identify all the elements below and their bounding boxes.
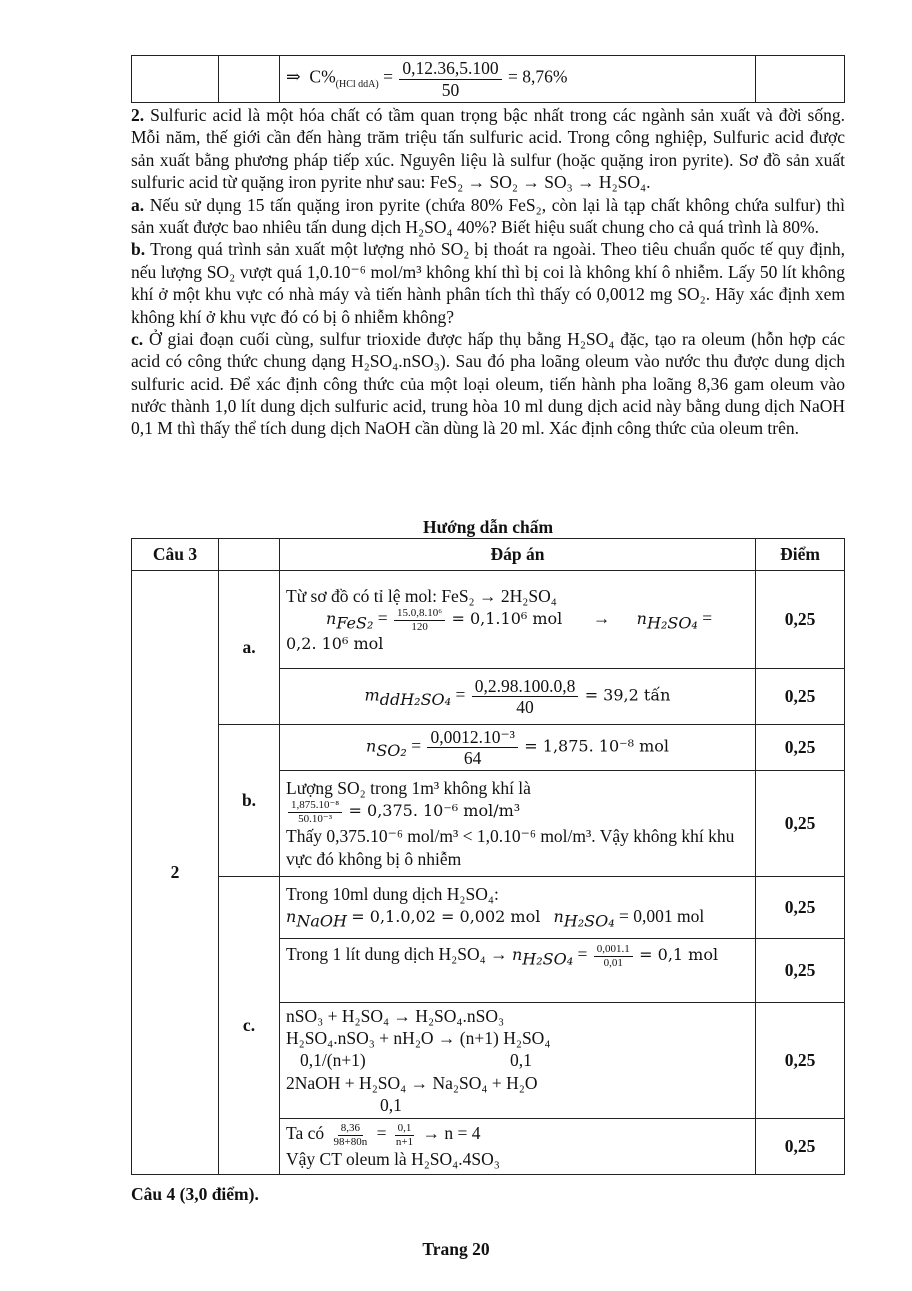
reaction-line: nSO₃ + H₂SO₄ → H₂SO₄.nSO₃: [286, 1005, 505, 1026]
answer-cell: [280, 771, 756, 877]
answer-cell: $n_{SO_2}$ = $\frac{\text{0,0012.10⁻³}}{64}$ = 1,875. 10⁻⁸ mol: [280, 725, 756, 771]
fraction-denominator: 98+80n: [333, 1135, 368, 1148]
previous-answer-table: [131, 55, 845, 103]
result: = 8,76%: [507, 67, 568, 88]
fraction-denominator: 40: [516, 697, 534, 717]
math-var: n: [366, 736, 377, 756]
fraction: [393, 1122, 416, 1148]
table-row: [132, 725, 845, 771]
part-c: [131, 328, 845, 440]
problem-statement: [131, 104, 845, 440]
answer-cell: [280, 1003, 756, 1119]
fraction-numerator: 15.0,8.10⁶: [394, 607, 445, 621]
part-c-text: Ở giai đoạn cuối cùng, sulfur trioxide được hấp thụ bằng H₂SO₄ đặc, tạo ra oleum (hỗn hợp các acid có công thức chung dạng H₂SO₄.nSO₃). Sau đó pha loãng oleum vào nước thu được dung dịch sulfuric acid. Để xác định công thức của một loại oleum, tiến hành pha loãng 8,36 gam oleum vào nước thành 1,0 lít dung dịch sulfuric acid, trung hòa 10 ml dung dịch acid này bằng dung dịch NaOH 0,1 M thì thấy thể tích dung dịch NaOH cần dùng là 20 ml. Xác định công thức của oleum trên.: [131, 328, 845, 439]
math-expression: =: [702, 608, 713, 629]
fraction-numerator: 1,875.10⁻⁸: [288, 799, 342, 813]
reaction-line: H₂SO₄.nSO₃ + nH₂O → (n+1) H₂SO₄: [286, 1027, 551, 1048]
math-expression: = 0,1.10⁶ mol: [451, 609, 563, 629]
fraction: [394, 607, 445, 633]
mole-value: 0,1: [380, 1095, 402, 1116]
fraction-denominator: 64: [463, 748, 482, 768]
fraction: [399, 58, 501, 99]
math-sub: SO₂: [376, 741, 407, 761]
math-sub: H₂SO₄: [563, 911, 615, 931]
next-question-title: Câu 4 (3,0 điểm).: [131, 1184, 259, 1204]
answer-line: [286, 799, 749, 825]
problem-intro-text: Sulfuric acid là một hóa chất có tầm quan trọng bậc nhất trong các ngành sản xuất và đời sống. Mỗi năm, thế giới cần đến hàng trăm triệu tấn sulfuric acid. Trong công nghiệp, Sulfuric acid được sản xuất bằng phương pháp tiếp xúc. Nguyên liệu là sulfur (hoặc quặng iron pyrite). Sơ đồ sản xuất sulfuric acid từ quặng iron pyrite như sau: FeS₂ → SO₂ → SO₃ → H₂SO₄.: [131, 105, 845, 193]
mole-value: 0,1/(n+1): [300, 1050, 366, 1071]
fraction-denominator: 0,01: [603, 956, 623, 969]
empty-cell: [132, 56, 219, 103]
answer-line: Thấy 0,375.10⁻⁶ mol/m³ < 1,0.10⁻⁶ mol/m³. Vậy không khí khu vực đó không bị ô nhiễm: [286, 826, 735, 869]
grading-guide-heading: Hướng dẫn chấm: [422, 517, 554, 537]
answer-text: Ta có: [286, 1123, 325, 1144]
answer-cell: [280, 1119, 756, 1175]
points: 0,25: [756, 1003, 845, 1119]
header-question: Câu 3: [132, 539, 219, 571]
points: 0,25: [756, 725, 845, 771]
fraction: [427, 727, 517, 768]
math-expression: = 0,1.0,02 = 0,002 mol: [351, 907, 541, 927]
math-expression: = 39,2 tấn: [584, 685, 671, 705]
answer-cell: ⇒ $C\%_{(HCl ddA)}$ = $\frac{0,12.36,5.100}{50}$ = 8,76%: [280, 56, 756, 103]
mole-value: 0,1: [510, 1050, 532, 1071]
math-var: n: [636, 609, 647, 629]
part-b: [131, 238, 845, 328]
fraction-numerator: 0,12.36,5.100: [399, 58, 501, 79]
arrow: →: [592, 608, 611, 629]
empty-cell: [756, 56, 845, 103]
reaction-line: 2NaOH + H₂SO₄ → Na₂SO₄ + H₂O: [286, 1072, 538, 1093]
fraction-denominator: 50.10⁻³: [298, 812, 332, 825]
problem-number: 2.: [131, 105, 145, 125]
answer-line: Từ sơ đồ có tỉ lệ mol: FeS₂ → 2H₂SO₄: [286, 585, 557, 606]
header-points: Điểm: [756, 539, 845, 571]
page-number: Trang 20: [422, 1239, 490, 1259]
header-part: [219, 539, 280, 571]
grading-table: [131, 538, 845, 1175]
part-b-text: Trong quá trình sản xuất một lượng nhỏ SO₂ bị thoát ra ngoài. Theo tiêu chuẩn quốc tế quy định, nếu lượng SO₂ vượt quá 1,0.10⁻⁶ mol/m³ không khí thì bị coi là không khí ô nhiễm. Lấy 50 lít không khí ở một khu vực có nhà máy và tiến hành phân tích thì thấy có 0,0012 mg SO₂. Hãy xác định xem không khí ở khu vực đó có bị ô nhiễm không?: [131, 239, 846, 327]
points: 0,25: [756, 877, 845, 939]
points: 0,25: [756, 939, 845, 1003]
answer-line: $n_{FeS_2}$ = $\frac{\text{15.0,8.10⁶}}{120}$ = 0,1.10⁶ mol → $n_{H_2SO_4}$ =: [326, 606, 713, 633]
table-row: [132, 571, 845, 669]
part-c-label: c.: [131, 328, 144, 349]
fraction: [594, 943, 633, 969]
math-sub: FeS₂: [336, 613, 374, 633]
fraction-numerator: 0,0012.10⁻³: [427, 727, 517, 748]
part-b-label: b.: [131, 239, 146, 260]
fraction-numerator: 0,1: [395, 1122, 415, 1136]
fraction: [472, 676, 579, 717]
fraction-denominator: n+1: [395, 1135, 414, 1148]
fraction-numerator: 0,001.1: [594, 943, 633, 957]
math-var: m: [364, 685, 380, 705]
table-row: [132, 56, 845, 103]
part-a-text: Nếu sử dụng 15 tấn quặng iron pyrite (chứa 80% FeS₂, còn lại là tạp chất không chứa sulfur) thì sản xuất được bao nhiêu tấn dung dịch H₂SO₄ 40%? Biết hiệu suất chung cho cả quá trình là 80%.: [131, 194, 845, 237]
answer-text: Trong 1 lít dung dịch H₂SO₄ →: [286, 944, 508, 965]
answer-text: → n = 4: [422, 1123, 481, 1144]
points: 0,25: [756, 571, 845, 669]
math-expression: = 1,875. 10⁻⁸ mol: [524, 736, 669, 756]
math-var: n: [286, 907, 297, 927]
reaction-line: [286, 1049, 749, 1071]
answer-line: Vậy CT oleum là H₂SO₄.4SO₃: [286, 1149, 500, 1170]
question-number: 2: [132, 571, 219, 1175]
fraction: [288, 799, 342, 825]
points: 0,25: [756, 771, 845, 877]
fraction-numerator: 0,2.98.100.0,8: [472, 676, 579, 697]
concentration-label: C%: [309, 67, 336, 88]
fraction: [331, 1122, 371, 1148]
math-sub: ddH₂SO₄: [379, 690, 452, 710]
answer-line: 0,2. 10⁶ mol: [286, 634, 384, 654]
math-sub: H₂SO₄: [646, 613, 698, 633]
answer-line: Lượng SO₂ trong 1m³ không khí là: [286, 777, 531, 798]
math-var: n: [326, 609, 337, 629]
math-expression: = 0,1 mol: [639, 945, 719, 965]
concentration-subscript: (HCl ddA): [335, 79, 379, 91]
part-a-label: a.: [219, 571, 280, 725]
part-b-label: b.: [219, 725, 280, 877]
part-a-label: a.: [131, 194, 145, 215]
part-c-label: c.: [219, 877, 280, 1175]
header-answer: Đáp án: [280, 539, 756, 571]
answer-cell: $m_{ddH_2SO_4}$ = $\frac{0,2.98.100.0,8}{40}$ = 39,2 tấn: [280, 669, 756, 725]
answer-line: Trong 10ml dung dịch H₂SO₄:: [286, 883, 499, 904]
table-row: [132, 877, 845, 939]
answer-cell: Trong 1 lít dung dịch $H_2SO_4 \to n_{H_2SO_4}$ = $\frac{0,001.1}{0,01}$ = 0,1 mol: [280, 939, 756, 1003]
part-a: [131, 194, 845, 239]
math-var: n: [553, 907, 564, 927]
math-expression: = 0,001 mol: [619, 906, 705, 927]
answer-cell: [280, 571, 756, 669]
math-expression: =: [376, 1123, 387, 1144]
answer-line: [286, 1122, 749, 1148]
fraction-denominator: 120: [411, 620, 428, 633]
points: 0,25: [756, 669, 845, 725]
points: 0,25: [756, 1119, 845, 1175]
table-header-row: [132, 539, 845, 571]
answer-line: [286, 905, 749, 932]
implies-arrow: ⇒: [286, 67, 301, 88]
math-expression: = 0,375. 10⁻⁶ mol/m³: [348, 801, 521, 821]
answer-cell: [280, 877, 756, 939]
math-sub: NaOH: [296, 911, 347, 931]
fraction-numerator: 8,36: [338, 1122, 363, 1136]
math-var: n: [511, 945, 523, 965]
empty-cell: [219, 56, 280, 103]
problem-intro: [131, 104, 845, 194]
math-sub: H₂SO₄: [522, 949, 574, 969]
fraction-denominator: 50: [441, 79, 460, 100]
